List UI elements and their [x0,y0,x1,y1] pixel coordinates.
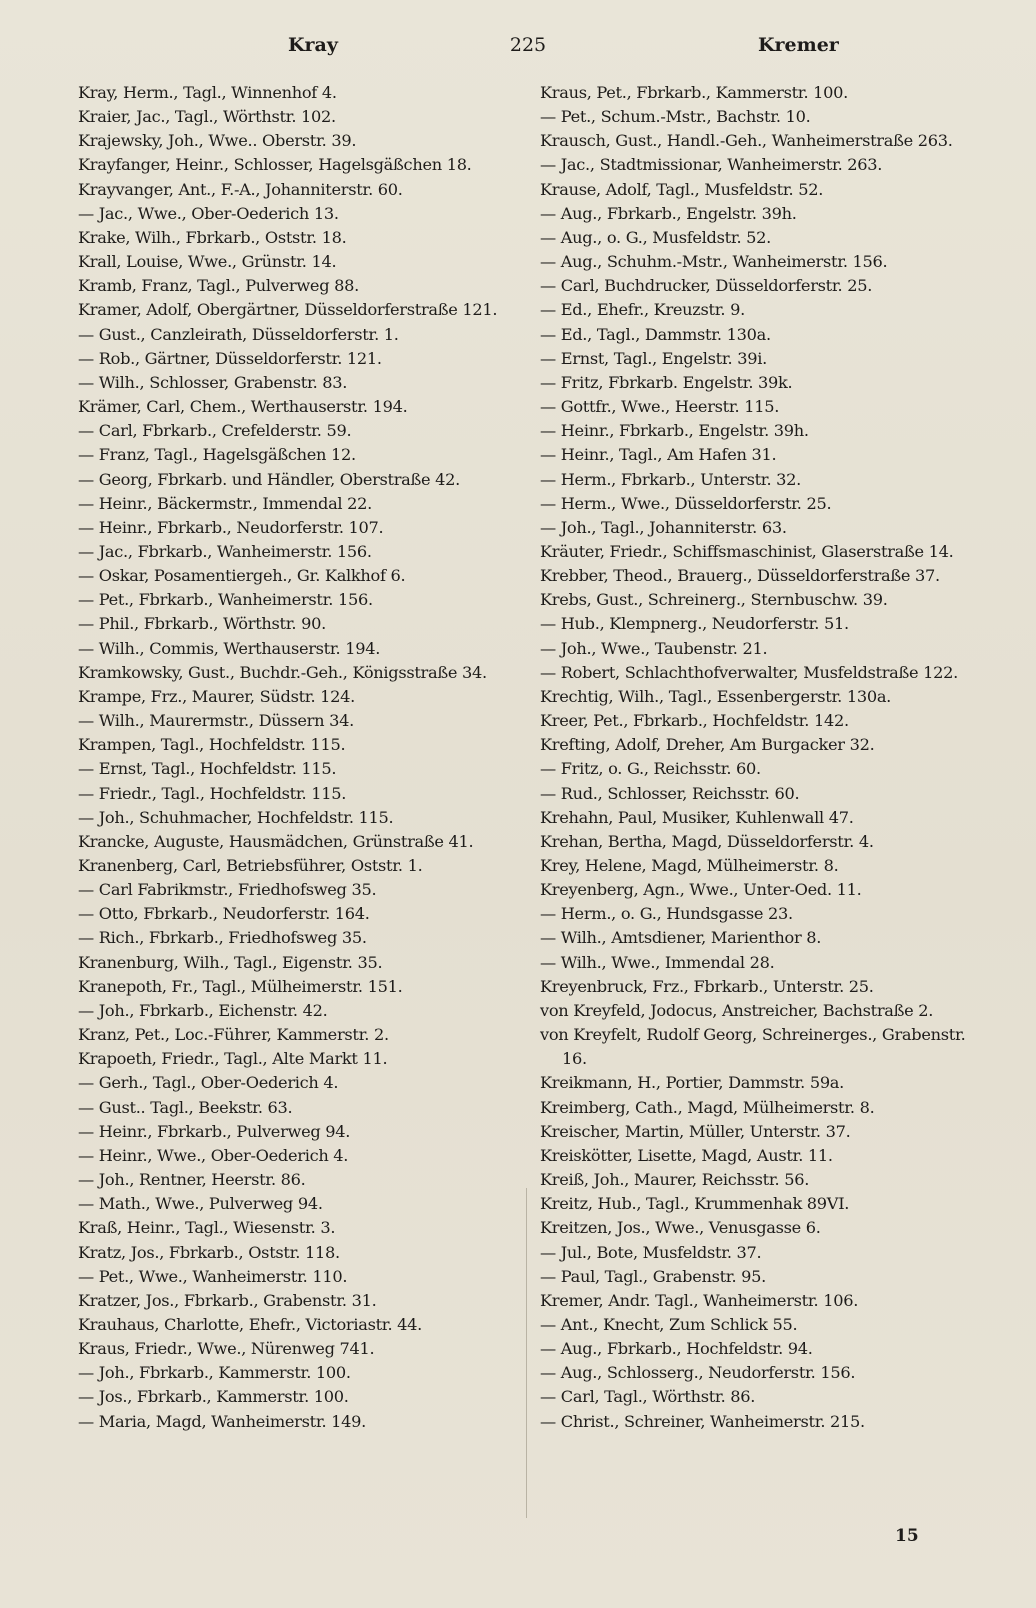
directory-entry: von Kreyfelt, Rudolf Georg, Schreinerges., Grabenstr. 16. [540,1025,966,1069]
directory-entry: — Joh., Tagl., Johanniterstr. 63. [540,517,787,537]
directory-entry: — Paul, Tagl., Grabenstr. 95. [540,1266,767,1286]
directory-entry: Kraß, Heinr., Tagl., Wiesenstr. 3. [78,1218,336,1238]
directory-entry: Krämer, Carl, Chem., Werthauserstr. 194. [78,397,408,417]
directory-entry: Kranenberg, Carl, Betriebsführer, Oststr. 1. [78,856,423,875]
directory-entry: Kramkowsky, Gust., Buchdr.-Geh., Königsstraße 34. [78,662,487,682]
directory-entry: — Wilh., Schlosser, Grabenstr. 83. [78,372,348,392]
directory-entry: Kray, Herm., Tagl., Winnenhof 4. [78,83,337,102]
directory-entry: Krampe, Frz., Maurer, Südstr. 124. [78,686,355,706]
directory-entry: Kreiskötter, Lisette, Magd, Austr. 11. [540,1145,833,1165]
directory-entry: — Franz, Tagl., Hagelsgäßchen 12. [78,445,356,465]
directory-entry: — Pet., Fbrkarb., Wanheimerstr. 156. [78,590,373,610]
directory-entry: Kreikmann, H., Portier, Dammstr. 59a. [540,1073,845,1093]
directory-entry: Kranepoth, Fr., Tagl., Mülheimerstr. 151. [78,976,403,996]
directory-entry: — Rob., Gärtner, Düsseldorferstr. 121. [78,348,382,368]
directory-entry: Kremer, Andr. Tagl., Wanheimerstr. 106. [540,1290,859,1310]
directory-entry: — Joh., Wwe., Taubenstr. 21. [540,638,768,658]
directory-entry: Kräuter, Friedr., Schiffsmaschinist, Glaserstraße 14. [540,541,954,561]
directory-entry: Krampen, Tagl., Hochfeldstr. 115. [78,735,346,755]
directory-entry: — Gerh., Tagl., Ober-Oederich 4. [78,1073,339,1093]
directory-entry: Kratzer, Jos., Fbrkarb., Grabenstr. 31. [78,1290,377,1310]
directory-entry: — Otto, Fbrkarb., Neudorferstr. 164. [78,904,370,924]
directory-entry: — Gust.. Tagl., Beekstr. 63. [78,1097,293,1117]
directory-entry: Krajewsky, Joh., Wwe.. Oberstr. 39. [78,131,357,151]
directory-entry: — Joh., Schuhmacher, Hochfeldstr. 115. [78,807,394,827]
directory-entry: — Math., Wwe., Pulverweg 94. [78,1194,323,1214]
directory-entry: Krey, Helene, Magd, Mülheimerstr. 8. [540,856,839,875]
signature-mark: 15 [895,1526,919,1546]
directory-entry: — Robert, Schlachthofverwalter, Musfeldstraße 122. [540,662,958,682]
directory-entry: Kreitz, Hub., Tagl., Krummenhak 89VI. [540,1194,850,1214]
directory-entry: — Gust., Canzleirath, Düsseldorferstr. 1. [78,324,399,344]
directory-entry: — Joh., Rentner, Heerstr. 86. [78,1170,306,1190]
directory-entry: Kreyenbruck, Frz., Fbrkarb., Unterstr. 25. [540,976,874,996]
directory-entry: — Herm., o. G., Hundsgasse 23. [540,904,793,924]
header-last-name: Kremer [758,34,839,56]
directory-entry: Kramer, Adolf, Obergärtner, Düsseldorferstraße 121. [78,300,498,320]
directory-entry: — Fritz, Fbrkarb. Engelstr. 39k. [540,372,793,392]
directory-entry: — Oskar, Posamentiergeh., Gr. Kalkhof 6. [78,566,406,586]
directory-entry: — Wilh., Wwe., Immendal 28. [540,952,775,972]
directory-entry: — Wilh., Commis, Werthauserstr. 194. [78,638,381,658]
directory-entry: — Wilh., Maurermstr., Düssern 34. [78,711,354,731]
directory-entry: — Wilh., Amtsdiener, Marienthor 8. [540,928,822,948]
directory-entry: — Aug., Fbrkarb., Engelstr. 39h. [540,203,797,223]
directory-entry: — Ed., Ehefr., Kreuzstr. 9. [540,300,745,320]
directory-entry: — Aug., Schlosserg., Neudorferstr. 156. [540,1363,856,1383]
directory-entry: Krauhaus, Charlotte, Ehefr., Victoriastr. 44. [78,1314,422,1334]
directory-entry: Krefting, Adolf, Dreher, Am Burgacker 32. [540,735,875,755]
directory-entry: — Heinr., Tagl., Am Hafen 31. [540,445,777,465]
directory-entry: — Heinr., Wwe., Ober-Oederich 4. [78,1145,349,1165]
directory-entry: — Maria, Magd, Wanheimerstr. 149. [78,1411,367,1431]
directory-entry: — Fritz, o. G., Reichsstr. 60. [540,759,761,779]
left-column [78,81,500,1434]
directory-entry: — Ed., Tagl., Dammstr. 130a. [540,324,771,344]
directory-entry: Kreimberg, Cath., Magd, Mülheimerstr. 8. [540,1097,875,1117]
directory-entry: — Pet., Schum.-Mstr., Bachstr. 10. [540,107,811,127]
directory-entry: — Jul., Bote, Musfeldstr. 37. [540,1242,762,1262]
directory-entry: — Jac., Stadtmissionar, Wanheimerstr. 263. [540,155,883,175]
directory-entry: Kraus, Friedr., Wwe., Nürenweg 741. [78,1339,375,1359]
directory-entry: — Ant., Knecht, Zum Schlick 55. [540,1314,798,1334]
directory-entry: — Rud., Schlosser, Reichsstr. 60. [540,783,800,803]
directory-entry: Kratz, Jos., Fbrkarb., Oststr. 118. [78,1242,340,1262]
directory-entry: Krebber, Theod., Brauerg., Düsseldorferstraße 37. [540,566,940,586]
directory-entry: Kreischer, Martin, Müller, Unterstr. 37. [540,1121,851,1141]
page-number: 225 [509,34,547,56]
directory-entry: — Carl, Buchdrucker, Düsseldorferstr. 25. [540,276,873,296]
directory-entry: — Joh., Fbrkarb., Kammerstr. 100. [78,1363,351,1383]
directory-entry: Krayvanger, Ant., F.-A., Johanniterstr. 60. [78,179,403,199]
directory-entry: — Heinr., Fbrkarb., Pulverweg 94. [78,1121,351,1141]
directory-entry: — Friedr., Tagl., Hochfeldstr. 115. [78,783,347,803]
directory-entry: — Aug., Fbrkarb., Hochfeldstr. 94. [540,1339,813,1359]
directory-entry: Krancke, Auguste, Hausmädchen, Grünstraße 41. [78,831,474,851]
directory-entry: — Carl, Fbrkarb., Crefelderstr. 59. [78,421,352,441]
directory-entry: — Jac., Wwe., Ober-Oederich 13. [78,203,339,223]
directory-entry: Krapoeth, Friedr., Tagl., Alte Markt 11. [78,1049,388,1069]
directory-entry: — Heinr., Fbrkarb., Neudorferstr. 107. [78,517,384,537]
directory-entry: — Hub., Klempnerg., Neudorferstr. 51. [540,614,849,634]
directory-entry: Krausch, Gust., Handl.-Geh., Wanheimerstraße 263. [540,131,953,151]
directory-entry: — Rich., Fbrkarb., Friedhofsweg 35. [78,928,367,948]
directory-entry: — Jac., Fbrkarb., Wanheimerstr. 156. [78,541,372,561]
directory-entry: — Ernst, Tagl., Engelstr. 39i. [540,348,767,368]
directory-entry: — Herm., Wwe., Düsseldorferstr. 25. [540,493,832,513]
directory-entry: Kreitzen, Jos., Wwe., Venusgasse 6. [540,1218,821,1238]
directory-entry: — Christ., Schreiner, Wanheimerstr. 215. [540,1411,865,1431]
directory-entry: Kranz, Pet., Loc.-Führer, Kammerstr. 2. [78,1025,389,1045]
directory-entry: — Gottfr., Wwe., Heerstr. 115. [540,397,780,417]
directory-entry: Krebs, Gust., Schreinerg., Sternbuschw. 39. [540,590,888,610]
directory-entry: Kraus, Pet., Fbrkarb., Kammerstr. 100. [540,83,848,102]
directory-entry: — Pet., Wwe., Wanheimerstr. 110. [78,1266,348,1286]
directory-entry: — Ernst, Tagl., Hochfeldstr. 115. [78,759,337,779]
directory-entry: Krall, Louise, Wwe., Grünstr. 14. [78,252,337,272]
directory-entry: Krehan, Bertha, Magd, Düsseldorferstr. 4. [540,831,874,851]
directory-entry: — Jos., Fbrkarb., Kammerstr. 100. [78,1387,349,1407]
directory-entry: — Heinr., Bäckermstr., Immendal 22. [78,493,373,513]
directory-entry: Kreiß, Joh., Maurer, Reichsstr. 56. [540,1170,810,1190]
directory-entry: — Georg, Fbrkarb. und Händler, Oberstraße 42. [78,469,461,489]
column-divider [526,1188,527,1518]
directory-entry: — Aug., o. G., Musfeldstr. 52. [540,227,772,247]
directory-entry: Kranenburg, Wilh., Tagl., Eigenstr. 35. [78,952,383,972]
directory-entry: Krehahn, Paul, Musiker, Kuhlenwall 47. [540,807,854,827]
directory-entry: von Kreyfeld, Jodocus, Anstreicher, Bachstraße 2. [540,1000,934,1020]
directory-entry: Krayfanger, Heinr., Schlosser, Hagelsgäßchen 18. [78,155,472,175]
directory-entry: — Joh., Fbrkarb., Eichenstr. 42. [78,1000,328,1020]
directory-entry: Krechtig, Wilh., Tagl., Essenbergerstr. 130a. [540,686,892,706]
directory-entry: Kraier, Jac., Tagl., Wörthstr. 102. [78,107,336,127]
directory-entry: Kreer, Pet., Fbrkarb., Hochfeldstr. 142. [540,711,849,731]
right-column [540,81,970,1434]
directory-entry: — Phil., Fbrkarb., Wörthstr. 90. [78,614,326,634]
directory-entry: — Herm., Fbrkarb., Unterstr. 32. [540,469,801,489]
directory-entry: — Heinr., Fbrkarb., Engelstr. 39h. [540,421,809,441]
directory-entry: — Aug., Schuhm.-Mstr., Wanheimerstr. 156. [540,252,888,272]
running-header [78,34,978,64]
directory-entry: Kreyenberg, Agn., Wwe., Unter-Oed. 11. [540,880,862,900]
directory-entry: Krause, Adolf, Tagl., Musfeldstr. 52. [540,179,824,199]
directory-entry: — Carl Fabrikmstr., Friedhofsweg 35. [78,880,377,900]
directory-entry: Kramb, Franz, Tagl., Pulverweg 88. [78,276,359,296]
header-first-name: Kray [288,34,338,56]
directory-entry: Krake, Wilh., Fbrkarb., Oststr. 18. [78,227,347,247]
directory-entry: — Carl, Tagl., Wörthstr. 86. [540,1387,756,1407]
